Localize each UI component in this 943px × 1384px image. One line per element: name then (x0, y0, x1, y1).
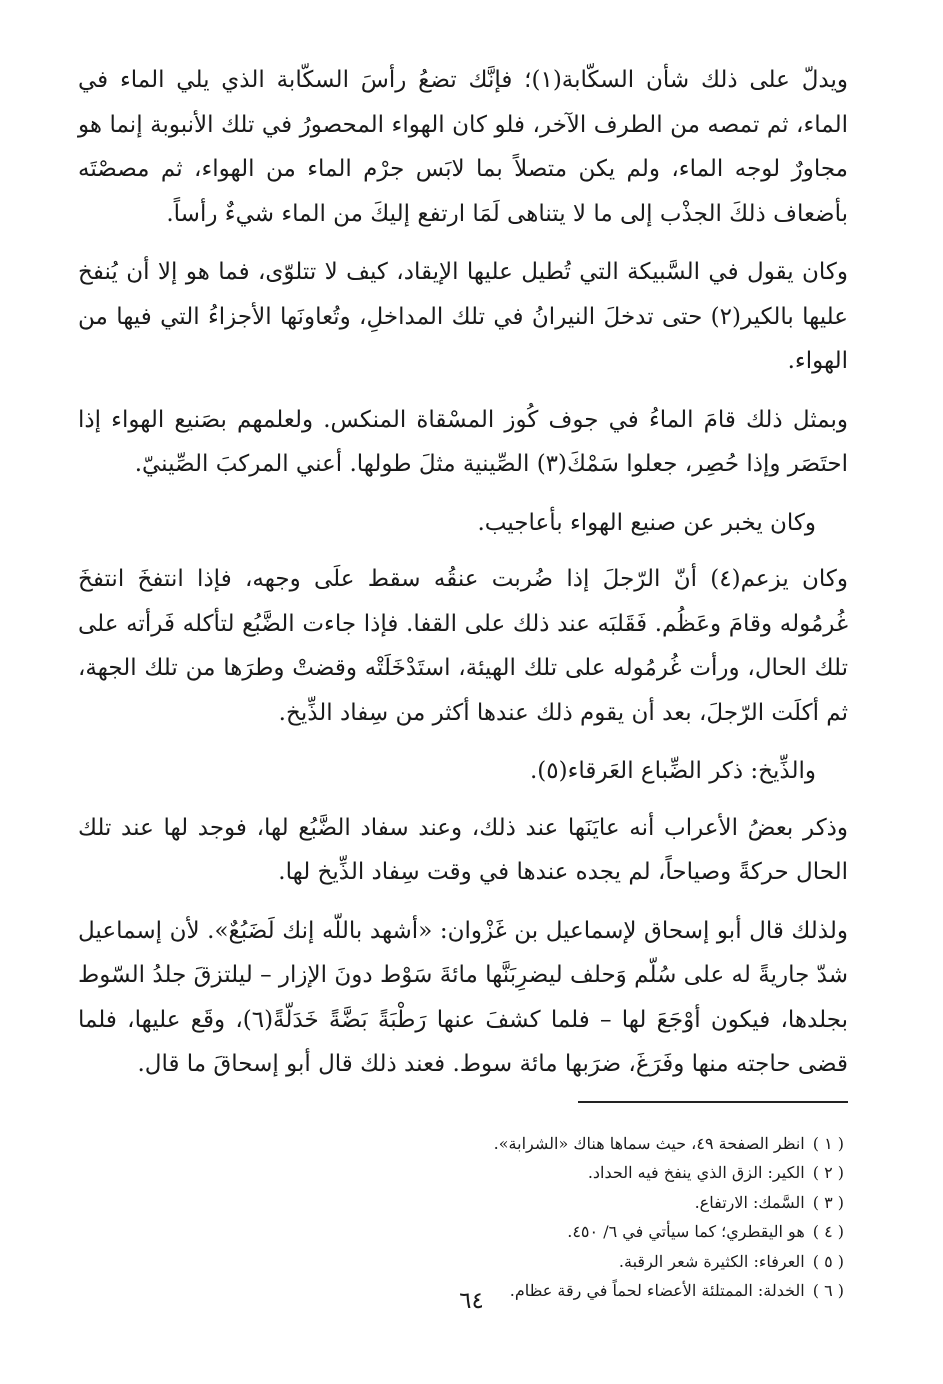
footnote-4 (78, 1217, 844, 1247)
footnote-text: الخدلة: الممتلئة الأعضاء لحماً في رقة عظام. (509, 1281, 805, 1300)
footnote-1 (78, 1129, 844, 1159)
footnotes (78, 1129, 844, 1306)
paragraph-4: وكان يخبر عن صنيع الهواء بأعاجيب. (477, 509, 816, 536)
paragraph-7: وذكر بعضُ الأعراب أنه عايَنَها عند ذلك، وعند سفاد الضَّبُع لها، فوجد لها عند تلك الحال حركةً وصياحاً، لم يجده عندها في وقت سِفاد الذِّيخ لها. (78, 814, 848, 885)
footnote-number: ( ٥ ) (812, 1251, 844, 1271)
footnote-number: ( ٤ ) (812, 1222, 844, 1241)
footnote-text: السَّمك: الارتفاع. (694, 1192, 805, 1212)
paragraph-3: وبمثل ذلك قامَ الماءُ في جوف كُوز المسْقاة المنكس. ولعلمهم بصَنيع الهواء إذا احتَصَر وإذا حُصِر، جعلوا سَمْكَ(٣) الصِّينية مثلَ طولها. أعني المركبَ الصِّينيّ. (78, 406, 848, 477)
footnote-number: ( ٢ ) (812, 1163, 844, 1182)
footnote-text: الكير: الزق الذي ينفخ فيه الحداد. (587, 1163, 805, 1182)
paragraph-5: وكان يزعم(٤) أنّ الرّجلَ إذا ضُربت عنقُه سقط علَى وجهه، فإذا انتفخَ انتفخَ غُرمُوله وقامَ وعَظُم. فَقَلبَه عند ذلك على القفا. فإذا جاءت الضَّبُع لتأكله فَرأته على تلك الحال، ورأت غُرمُوله على تلك الهيئة، استَدْخَلَتْه وقضتْ وطرَها من تلك الجهة، ثم أكلَت الرّجلَ، بعد أن يقوم ذلك عندها أكثر من سِفاد الذِّيخ. (78, 566, 848, 726)
footnote-5 (78, 1247, 844, 1277)
footnote-number: ( ٣ ) (812, 1192, 844, 1212)
paragraph-6: والذِّيخ: ذكر الضِّباع العَرقاء(٥). (529, 758, 816, 784)
footnote-text: هو اليقطري؛ كما سيأتي في ٦/ ٤٥٠. (567, 1222, 805, 1241)
footnote-divider (578, 1101, 848, 1103)
footnote-text: العرفاء: الكثيرة شعر الرقبة. (618, 1251, 805, 1271)
paragraph-8: ولذلك قال أبو إسحاق لإسماعيل بن غَزْوان: «أشهد باللّه إنك لَضَبُعٌ». لأن إسماعيل شدّ جاريةً له على سُلّم وَحلف ليضرِبَنَّها مائةَ سَوْط دونَ الإزار – ليلتزقَ جلدُ السّوط بجلدها، فيكون أوْجَعَ لها – فلما كشفَ عنها رَطْبَةً بَضَّةً خَدَلّةً(٦)، وقَع عليها، فلما قضى حاجته منها وفَرَغَ، ضرَبها مائة سوط. فعند ذلك قال أبو إسحاقَ ما قال. (78, 917, 848, 1077)
footnote-text: انظر الصفحة ٤٩، حيث سماها هناك «الشرابة». (493, 1133, 805, 1153)
footnote-2 (78, 1158, 844, 1188)
page-number: ٦٤ (459, 1288, 484, 1314)
paragraph-2: وكان يقول في السَّبيكة التي تُطيل عليها الإيقاد، كيف لا تتلوّى، فما هو إلا أن يُنفخ عليها بالكير(٢) حتى تدخلَ النيرانُ في تلك المداخلِ، وتُعاونَها الأجزاءُ التي فيها من الهواء. (78, 259, 848, 374)
footnote-number: ( ١ ) (812, 1133, 844, 1153)
main-text (78, 58, 848, 1087)
footnote-3 (78, 1188, 844, 1218)
book-page (78, 58, 848, 1306)
paragraph-1: ويدلّ على ذلك شأن السكّابة(١)؛ فإنَّك تضعُ رأسَ السكّابة الذي يلي الماء في الماء، ثم تمصه من الطرف الآخر، فلو كان الهواء المحصورُ في تلك الأنبوبة إنما هو مجاورٌ لوجه الماء، ولم يكن متصلاً بما لابَس جرْم الماء من الهواء، ثم مصصْتَه بأضعاف ذلكَ الجذْب إلى ما لا يتناهى لَمَا ارتفع إليكَ من الماء شيءٌ رأساً. (78, 67, 849, 227)
footnote-number: ( ٦ ) (812, 1281, 844, 1300)
